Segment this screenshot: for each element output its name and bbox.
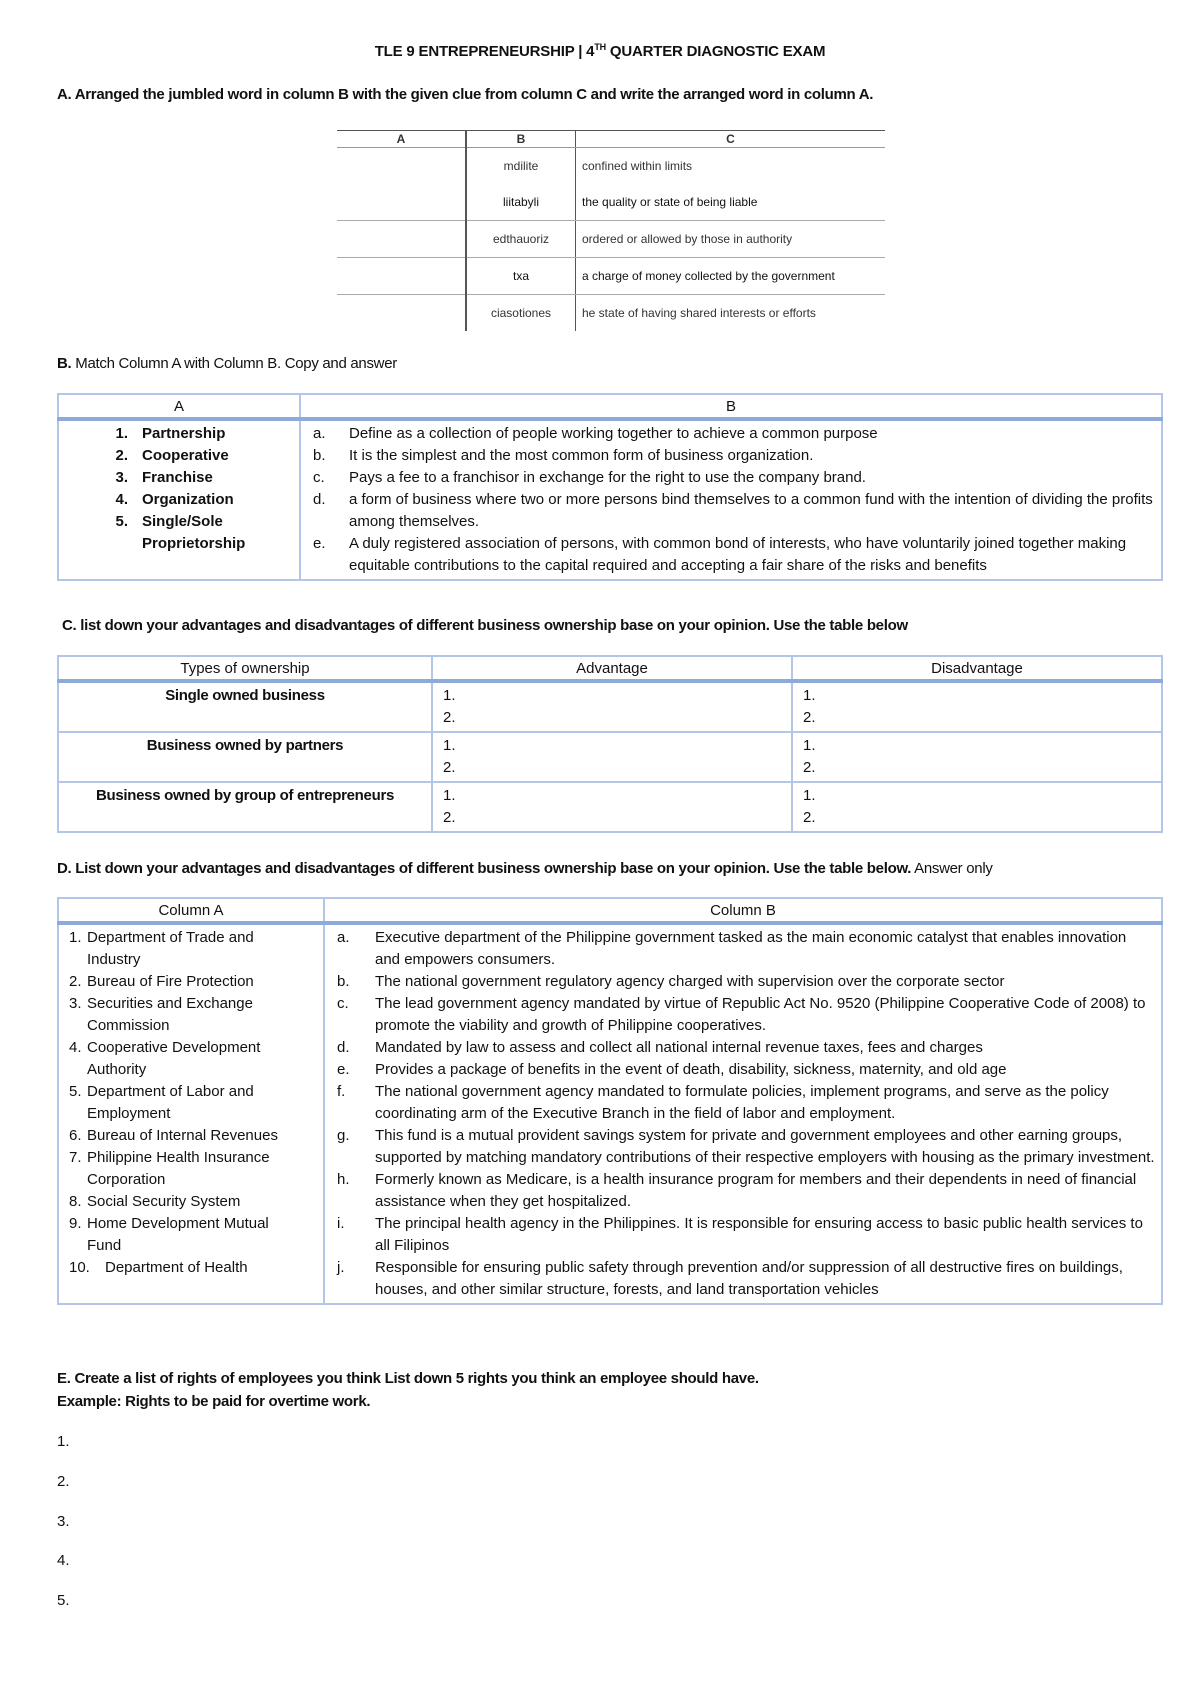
list-item: 10. Department of Health <box>69 1259 248 1276</box>
header-c: C <box>576 131 886 148</box>
table-header-row <box>58 394 1162 419</box>
table-row <box>58 732 1162 782</box>
list-item: c. The lead government agency mandated by virtue of Republic Act No. 9520 (Philippine Cooperative Code of 2008) to promote the viability and growth of Philippine cooperatives. <box>337 995 1146 1034</box>
ownership-type: Business owned by partners <box>58 732 432 782</box>
list-item: c. Pays a fee to a franchisor in exchange for the right to use the company brand. <box>313 469 866 486</box>
jumbled-word: mdilite <box>466 148 576 185</box>
section-b-instruction: B. Match Column A with Column B. Copy and answer <box>57 355 397 372</box>
ownership-table <box>57 655 1163 833</box>
section-a-instruction: A. Arranged the jumbled word in column B with the given clue from column C and write the arranged word in column A. <box>57 86 874 103</box>
disadvantage-cell[interactable]: 1. 2. <box>792 782 1162 832</box>
table-header-row <box>337 131 885 148</box>
answer-cell[interactable] <box>337 221 466 258</box>
list-item: 3. Securities and Exchange Commission <box>69 995 253 1034</box>
list-item: 2. Cooperative <box>115 447 229 464</box>
list-item: a. Executive department of the Philippine government tasked as the main economic catalyst that enables innovation and empowers consumers. <box>337 929 1127 968</box>
list-item: d. Mandated by law to assess and collect all national internal revenue taxes, fees and charges <box>337 1039 983 1056</box>
section-e-instruction: E. Create a list of rights of employees you think List down 5 rights you think an employee should have. <box>57 1370 759 1387</box>
list-item: 1. Department of Trade and Industry <box>69 929 254 968</box>
advantage-cell[interactable]: 1. 2. <box>432 681 792 732</box>
clue: ordered or allowed by those in authority <box>576 221 886 258</box>
matching-table-b <box>57 393 1163 581</box>
header-types: Types of ownership <box>58 656 432 681</box>
table-row <box>58 681 1162 732</box>
table-row <box>337 221 885 258</box>
list-item: e. A duly registered association of persons, with common bond of interests, who have voluntarily joined together making equitable contributions to the capital required and accepting a fair share of the risks and benefits <box>313 535 1127 574</box>
list-item: i. The principal health agency in the Philippines. It is responsible for ensuring access to basic public health services to all Filipinos <box>337 1215 1143 1254</box>
header-b: B <box>300 394 1162 419</box>
list-item: 1. Partnership <box>115 425 226 442</box>
ownership-type: Single owned business <box>58 681 432 732</box>
clue: a charge of money collected by the government <box>576 258 886 295</box>
header-advantage: Advantage <box>432 656 792 681</box>
section-d-instruction: D. List down your advantages and disadvantages of different business ownership base on your opinion. Use the table below. Answer only <box>57 860 993 877</box>
disadvantage-cell[interactable]: 1. 2. <box>792 681 1162 732</box>
list-item: 2. Bureau of Fire Protection <box>69 973 254 990</box>
list-item: e. Provides a package of benefits in the event of death, disability, sickness, maternity, and old age <box>337 1061 1007 1078</box>
clue: confined within limits <box>582 159 693 173</box>
list-item: b. The national government regulatory agency charged with supervision over the corporate sector <box>337 973 1005 990</box>
header-a: A <box>337 131 466 148</box>
disadvantage-cell[interactable]: 1. 2. <box>792 732 1162 782</box>
advantage-cell[interactable]: 1. 2. <box>432 782 792 832</box>
answer-line-2[interactable]: 2. <box>57 1473 70 1490</box>
ownership-type: Business owned by group of entrepreneurs <box>58 782 432 832</box>
agency-list <box>58 923 324 1304</box>
list-item: g. This fund is a mutual provident savings system for private and government employees and other earning groups, supported by matching mandatory contributions of their respective employers with housing as the primary investment. <box>337 1127 1155 1166</box>
answer-line-1[interactable]: 1. <box>57 1433 70 1450</box>
list-item: d. a form of business where two or more persons bind themselves to a common fund with the intention of dividing the profits among themselves. <box>313 491 1153 530</box>
list-item: 6. Bureau of Internal Revenues <box>69 1127 278 1144</box>
table-row <box>337 258 885 295</box>
section-c-instruction: C. list down your advantages and disadvantages of different business ownership base on your opinion. Use the table below <box>62 617 908 634</box>
header-disadvantage: Disadvantage <box>792 656 1162 681</box>
list-item: 5. Single/Sole <box>115 513 223 530</box>
table-row <box>337 148 885 185</box>
table-header-row <box>58 656 1162 681</box>
table-row <box>58 782 1162 832</box>
jumbled-word: liitabyli <box>466 184 576 221</box>
jumbled-word: ciasotiones <box>466 295 576 332</box>
list-item: f. The national government agency mandated to formulate policies, implement programs, and serve as the policy coordinating arm of the Executive Branch in the field of labor and employment. <box>337 1083 1109 1122</box>
answer-cell[interactable] <box>337 148 466 221</box>
table-row <box>337 295 885 332</box>
answer-cell[interactable] <box>337 295 466 332</box>
page-title: TLE 9 ENTREPRENEURSHIP | 4TH QUARTER DIAGNOSTIC EXAM <box>374 42 826 60</box>
clue: the quality or state of being liable <box>576 184 886 221</box>
header-column-a: Column A <box>58 898 324 923</box>
section-e-example: Example: Rights to be paid for overtime work. <box>57 1393 371 1410</box>
answer-line-5[interactable]: 5. <box>57 1592 70 1609</box>
answer-line-4[interactable]: 4. <box>57 1552 70 1569</box>
advantage-cell[interactable]: 1. 2. <box>432 732 792 782</box>
column-a-list <box>58 419 300 580</box>
list-item: j. Responsible for ensuring public safety through prevention and/or suppression of all destructive fires on buildings, houses, and other similar structure, forests, and land transportation vehicles <box>337 1259 1123 1298</box>
agencies-matching-table <box>57 897 1163 1305</box>
list-item: 5. Department of Labor and Employment <box>69 1083 254 1122</box>
header-a: A <box>58 394 300 419</box>
jumbled-words-table <box>337 130 885 331</box>
list-item: 3. Franchise <box>115 469 213 486</box>
answer-cell[interactable] <box>337 258 466 295</box>
header-b: B <box>466 131 576 148</box>
table-header-row <box>58 898 1162 923</box>
table-row <box>58 419 1162 580</box>
list-item: 9. Home Development Mutual Fund <box>69 1215 269 1254</box>
list-item: 8. Social Security System <box>69 1193 241 1210</box>
clue: he state of having shared interests or efforts <box>582 306 816 320</box>
list-item: Proprietorship <box>142 535 246 552</box>
list-item: 7. Philippine Health Insurance Corporation <box>69 1149 270 1188</box>
list-item: a. Define as a collection of people working together to achieve a common purpose <box>313 425 878 442</box>
table-row <box>58 923 1162 1304</box>
list-item: b. It is the simplest and the most common form of business organization. <box>313 447 814 464</box>
list-item: 4. Cooperative Development Authority <box>69 1039 261 1078</box>
jumbled-word: edthauoriz <box>466 221 576 258</box>
header-column-b: Column B <box>324 898 1162 923</box>
description-list <box>324 923 1162 1304</box>
jumbled-word: txa <box>466 258 576 295</box>
answer-line-3[interactable]: 3. <box>57 1513 70 1530</box>
list-item: h. Formerly known as Medicare, is a health insurance program for members and their dependents in need of financial assistance when they get hospitalized. <box>337 1171 1137 1210</box>
list-item: 4. Organization <box>115 491 234 508</box>
column-b-list <box>300 419 1162 580</box>
